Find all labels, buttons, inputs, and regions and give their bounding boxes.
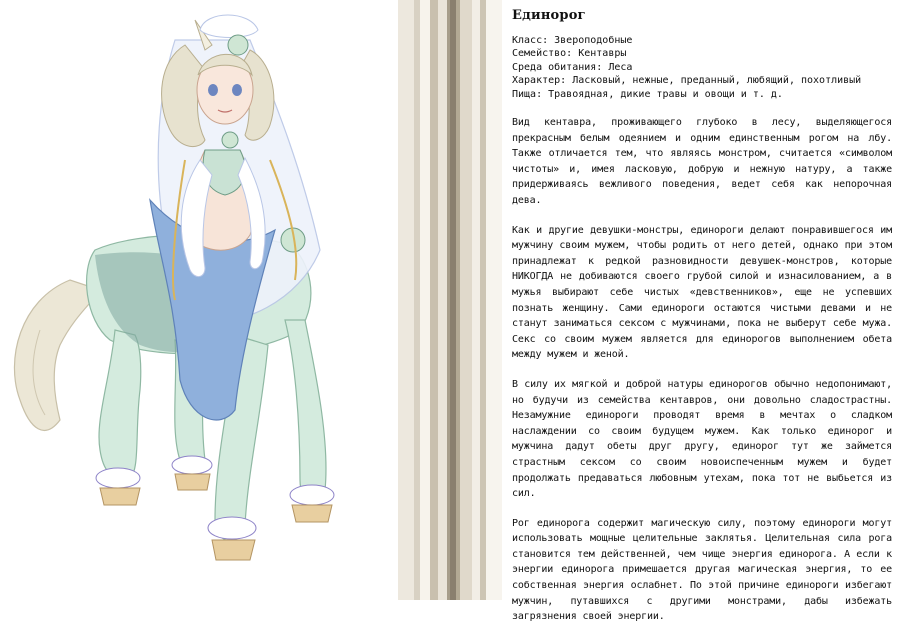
- paragraph-1: Вид кентавра, проживающего глубоко в лесу, выделяющегося прекрасным белым одеянием и одним единственным рогом на лбу. Также отличается тем, что являясь монстром, считается «символом чистоты» и, имея ласковую, добрую и нежную натуру, а также придерживаясь вежливого поведения, ведет себя как непорочная дева.: [512, 117, 892, 206]
- book-spine: [398, 0, 502, 600]
- illustration-page: [0, 0, 398, 600]
- meta-family: Семейство: Кентавры: [512, 48, 627, 60]
- paragraph-4: Рог единорога содержит магическую силу, поэтому единороги могут использовать мощные целительные заклятья. Целительная сила рога становится тем действенней, чем чище энергия единорога. А если к энергии единорога примешается другая магическая энергия, то ее собственная энергия ослабнет. По этой причине единороги избегают мужчин, путавшихся с другими монстрами, дабы избежать загрязнения своей энергии.: [512, 517, 892, 623]
- meta-food: Пища: Травоядная, дикие травы и овощи и т. д.: [512, 88, 783, 100]
- unicorn-centaur-illustration: [0, 0, 398, 600]
- entry-text: [512, 8, 892, 625]
- paragraph-3: В силу их мягкой и доброй натуры единорогов обычно недопонимают, но будучи из семейства кентавров, они довольно сладострастны. Незамужние единороги проводят время в мечтах о сладком наслаждении со своим будущем мужем. Как только единорог и мужчина дадут обеты друг другу, единорог тут же займется страстным сексом со своим новоиспеченным мужем и будет продолжать предаваться любовным утехам, пока тот не выбьется из сил.: [512, 378, 892, 500]
- entry-title: Единорог: [512, 8, 586, 23]
- meta-character: Характер: Ласковый, нежные, преданный, любящий, похотливый: [512, 75, 862, 87]
- text-page: [502, 0, 900, 623]
- entry-meta: [512, 34, 892, 101]
- paragraph-2: Как и другие девушки-монстры, единороги делают понравившегося им мужчину своим мужем, чтобы родить от него детей, однако при этом принадлежат к редкой разновидности девушек-монстров, которые НИКОГДА не добиваются своего грубой силой и изнасилованием, а в мужья выбирают себе чистых «девственников», еще не успевших познать женщину. Сами единороги остаются чистыми девами и не станут заниматься сексом с мужчинами, пока не выберут себе мужа. Секс со своим мужем является для единорогов выполнением обета между мужем и женой.: [512, 224, 892, 361]
- meta-habitat: Среда обитания: Леса: [512, 61, 633, 73]
- meta-class: Класс: Звероподобные: [512, 35, 633, 46]
